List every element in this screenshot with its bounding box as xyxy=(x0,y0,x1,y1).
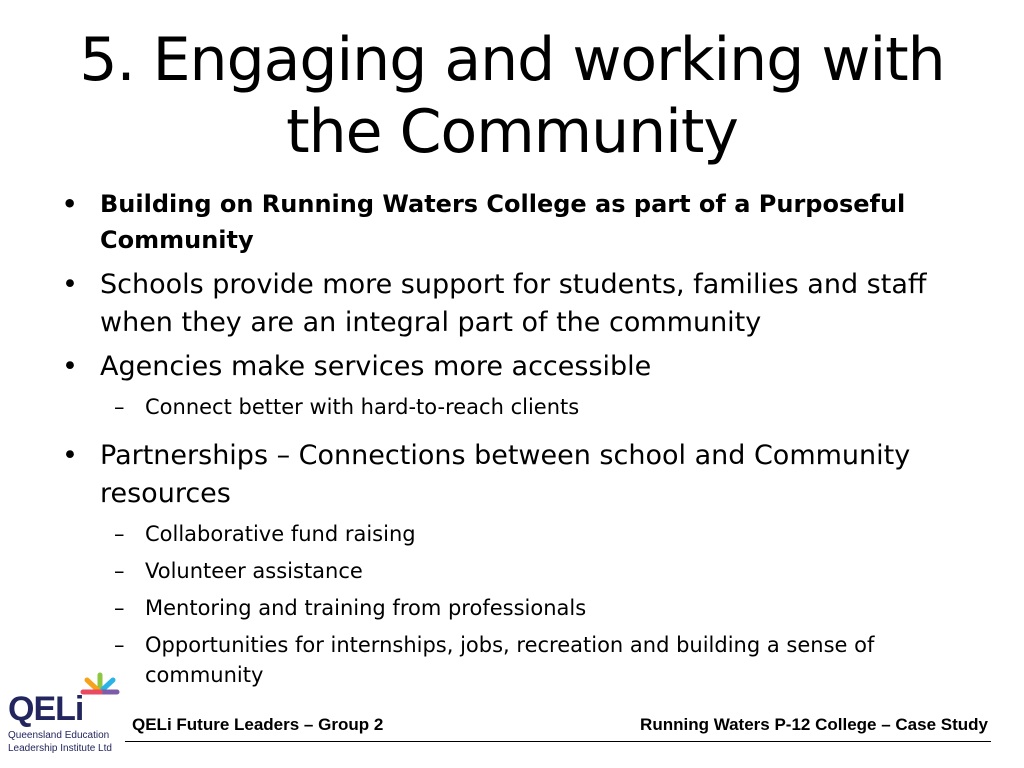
sub-bullet-text: Opportunities for internships, jobs, recreation and building a sense of community xyxy=(145,633,875,687)
bullet-text: Agencies make services more accessible xyxy=(100,351,652,382)
bullet-marker: • xyxy=(62,351,78,382)
sub-bullet-item xyxy=(62,630,972,690)
sub-bullet-text: Volunteer assistance xyxy=(145,559,363,583)
bullet-text: Partnerships – Connections between school and Community resources xyxy=(100,440,911,509)
sub-bullet-item xyxy=(62,556,972,586)
bullet-text: Schools provide more support for students, families and staff when they are an integral part of the community xyxy=(100,269,927,338)
bullet-marker: • xyxy=(62,440,78,471)
qeli-logo xyxy=(6,668,126,760)
bullet-item xyxy=(62,437,972,513)
bullet-marker: • xyxy=(62,269,78,300)
logo-line-1: Queensland Education xyxy=(8,730,110,741)
sub-bullet-item xyxy=(62,593,972,623)
qeli-burst-icon xyxy=(80,672,120,712)
sub-bullet-text: Mentoring and training from professionals xyxy=(145,596,587,620)
logo-line-2: Leadership Institute Ltd xyxy=(8,743,112,754)
sub-bullet-item xyxy=(62,392,972,422)
bullet-list xyxy=(62,186,972,697)
sub-bullet-marker: – xyxy=(114,596,125,620)
bullet-marker: • xyxy=(62,190,78,218)
bullet-item xyxy=(62,348,972,386)
sub-bullet-marker: – xyxy=(114,395,125,419)
sub-bullet-text: Collaborative fund raising xyxy=(145,522,416,546)
sub-bullet-marker: – xyxy=(114,522,125,546)
logo-wordmark: QELi xyxy=(8,690,84,728)
footer-left-text: QELi Future Leaders – Group 2 xyxy=(132,715,384,734)
bullet-item xyxy=(62,266,972,342)
sub-bullet-marker: – xyxy=(114,559,125,583)
sub-bullet-text: Connect better with hard-to-reach clients xyxy=(145,395,580,419)
footer-divider xyxy=(125,741,991,742)
bullet-item xyxy=(62,186,972,258)
footer-right-text: Running Waters P-12 College – Case Study xyxy=(640,715,988,734)
slide-title: 5. Engaging and working with the Community xyxy=(79,25,945,167)
sub-bullet-item xyxy=(62,519,972,549)
bullet-text: Building on Running Waters College as part of a Purposeful Community xyxy=(100,190,906,254)
sub-bullet-marker: – xyxy=(114,633,125,657)
